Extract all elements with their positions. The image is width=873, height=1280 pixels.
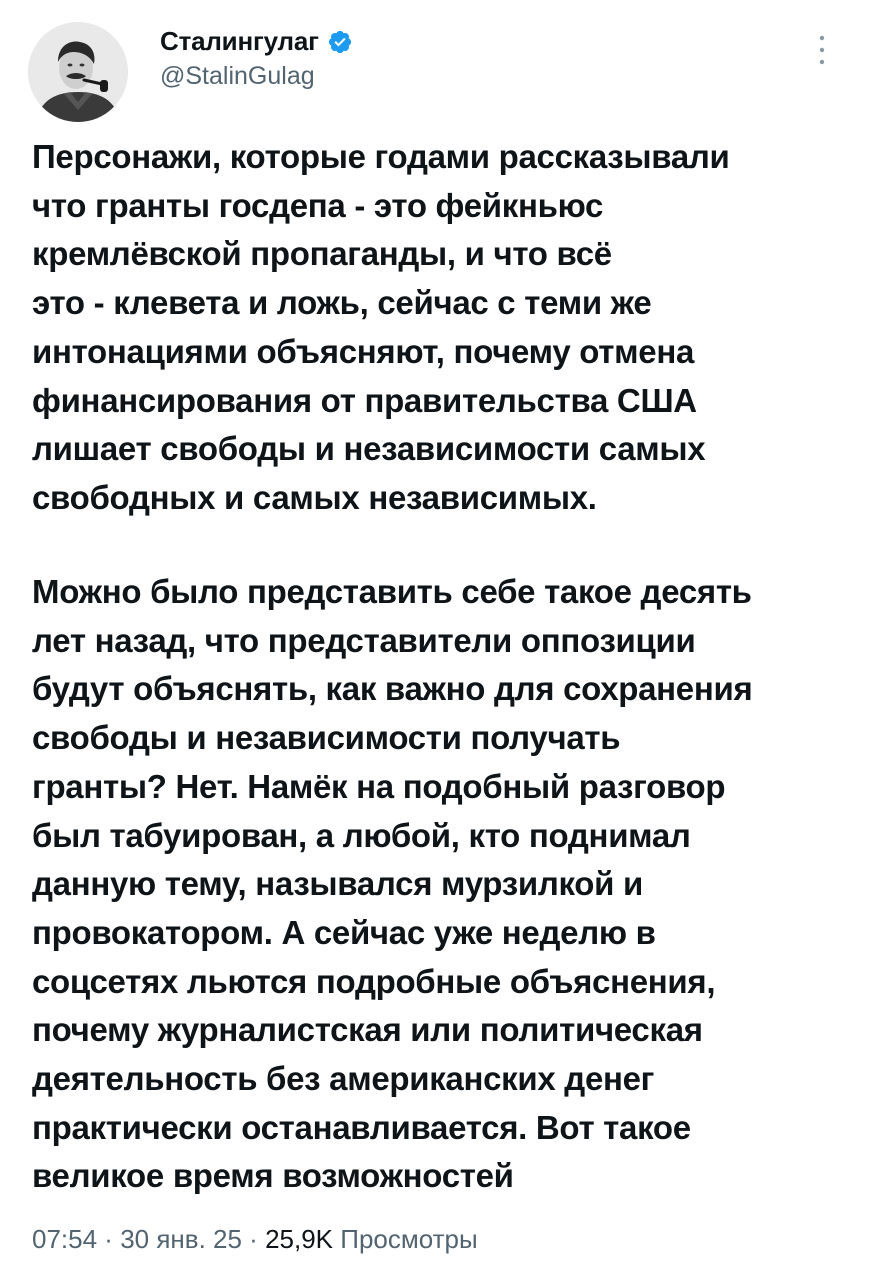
tweet-time[interactable]: 07:54 [32, 1224, 98, 1254]
text-line: лишает свободы и независимости самых [32, 430, 706, 468]
text-line: был табуирован, а любой, кто поднимал [32, 816, 691, 854]
text-line: провокатором. А сейчас уже неделю в [32, 913, 656, 951]
meta-separator: · [97, 1224, 121, 1254]
avatar[interactable] [28, 22, 128, 122]
text-line: финансирования от правительства США [32, 381, 697, 419]
text-line: деятельность без американских денег [32, 1060, 655, 1098]
text-line: почему журналистская или политическая [32, 1011, 703, 1049]
verified-badge-icon [327, 29, 353, 55]
text-line: Персонажи, которые годами рассказывали [32, 138, 730, 175]
tweet-text-paragraph-2 [32, 568, 832, 1201]
text-line: лет назад, что представители оппозиции [32, 621, 696, 659]
views-count: 25,9K [265, 1224, 334, 1254]
text-line: соцсетях льются подробные объяснения, [32, 962, 716, 1000]
text-line: свободных и самых независимых. [32, 478, 597, 516]
text-line: интонациями объясняют, почему отмена [32, 332, 695, 370]
text-line: Можно было представить себе такое десять [32, 573, 752, 610]
views-label: Просмотры [340, 1224, 478, 1254]
text-line: данную тему, назывался мурзилкой и [32, 865, 643, 903]
text-line: практически останавливается. Вот такое [32, 1108, 691, 1146]
tweet-text-paragraph-1 [32, 133, 832, 523]
tweet-meta [32, 1224, 478, 1255]
text-line: гранты? Нет. Намёк на подобный разговор [32, 767, 726, 805]
more-vertical-icon[interactable] [812, 30, 832, 70]
text-line: свободы и независимости получать [32, 719, 621, 757]
text-line: кремлёвской пропаганды, и что всё [32, 235, 612, 273]
text-line: что гранты госдепа - это фейкньюс [32, 186, 604, 224]
author-handle[interactable]: @StalinGulag [160, 62, 315, 90]
text-line: будут объяснять, как важно для сохранения [32, 670, 753, 708]
meta-separator: · [241, 1224, 266, 1254]
tweet-date[interactable]: 30 янв. 25 [120, 1224, 242, 1254]
author-name-row [160, 26, 353, 57]
author-display-name[interactable]: Сталингулаг [160, 26, 319, 56]
text-line: это - клевета и ложь, сейчас с теми же [32, 284, 652, 322]
portrait-avatar-icon [28, 22, 128, 122]
text-line: великое время возможностей [32, 1157, 514, 1195]
